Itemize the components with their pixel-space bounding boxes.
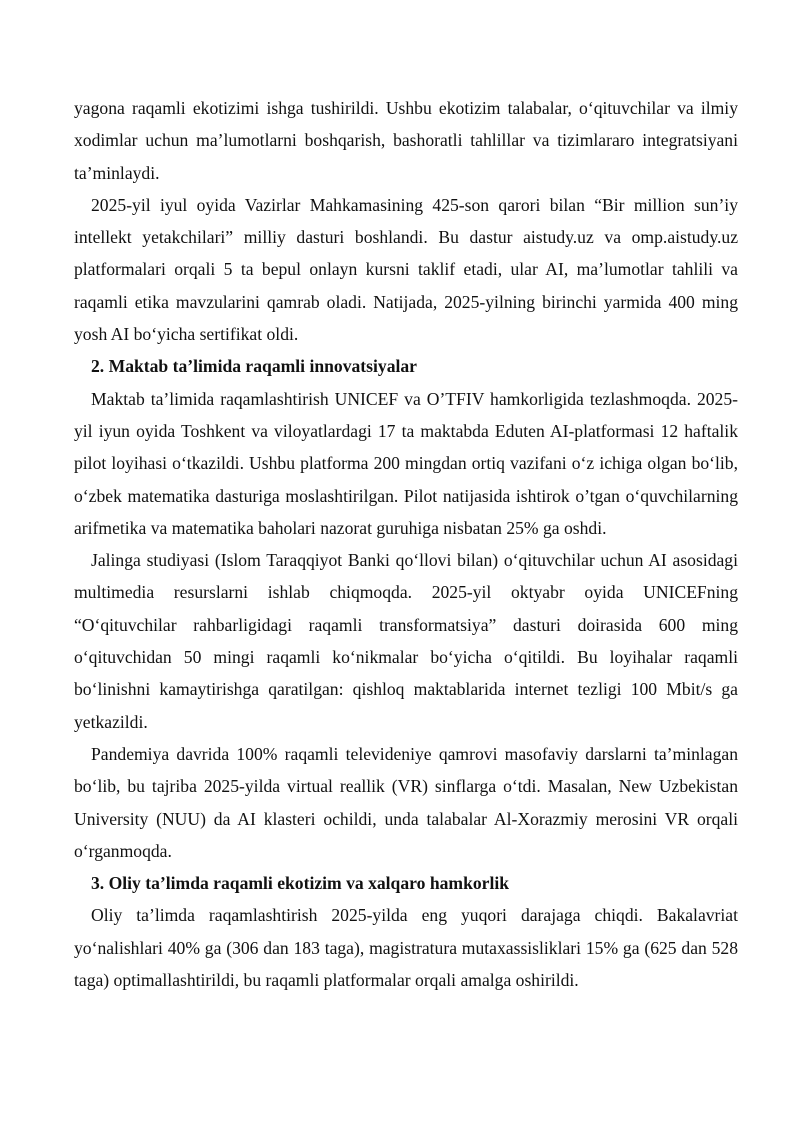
paragraph-jalinga-studio: Jalinga studiyasi (Islom Taraqqiyot Banki qo‘llovi bilan) o‘qituvchilar uchun AI asosidagi multimedia resurslarni ishlab chiqmoqda. 2025-yil oktyabr oyida UNICEFning “O‘qituvchilar rahbarligidagi raqamli transformatsiya” dasturi doirasida 600 ming o‘qituvchidan 50 mingi raqamli ko‘nikmalar bo‘yicha o‘qitildi. Bu loyihalar raqamli bo‘linishni kamaytirishga qaratilgan: qishloq maktablarida internet tezligi 100 Mbit/s ga yetkazildi. <box>74 550 738 732</box>
section-heading-higher-education: 3. Oliy ta’limda raqamli ekotizim va xalqaro hamkorlik <box>91 873 510 894</box>
paragraph-school-digitalization: Maktab ta’limida raqamlashtirish UNICEF va O’TFIV hamkorligida tezlashmoqda. 2025-yil iyun oyida Toshkent va viloyatlardagi 17 ta maktabda Eduten AI-platformasi 12 haftalik pilot loyihasi o‘tkazildi. Ushbu platforma 200 mingdan ortiq vazifani o‘z ichiga olgan bo‘lib, o‘zbek matematika dasturiga moslashtirilgan. Pilot natijasida ishtirok o’tgan o‘quvchilarning arifmetika va matematika baholari nazorat guruhiga nisbatan 25% ga oshdi. <box>74 388 738 538</box>
section-heading-school-education: 2. Maktab ta’limida raqamli innovatsiyalar <box>91 356 417 377</box>
paragraph-higher-education: Oliy ta’limda raqamlashtirish 2025-yilda eng yuqori darajaga chiqdi. Bakalavriat yo‘nalishlari 40% ga (306 dan 183 taga), magistratura mutaxassisliklari 15% ga (625 dan 528 taga) optimallashtirildi, bu raqamli platformalar orqali amalga oshirildi. <box>74 905 738 991</box>
document-page <box>74 92 738 996</box>
paragraph-pandemic-vr: Pandemiya davrida 100% raqamli televideniye qamrovi masofaviy darslarni ta’minlagan bo‘lib, bu tajriba 2025-yilda virtual reallik (VR) sinflarga o‘tdi. Masalan, New Uzbekistan University (NUU) da AI klasteri ochildi, unda talabalar Al-Xorazmiy merosini VR orqali o‘rganmoqda. <box>74 743 738 861</box>
paragraph-continuation: yagona raqamli ekotizimi ishga tushirildi. Ushbu ekotizim talabalar, o‘qituvchilar va ilmiy xodimlar uchun ma’lumotlarni boshqarish, bashoratli tahlillar va tizimlararo integratsiyani ta’minlaydi. <box>74 98 738 183</box>
paragraph-ai-leaders-program: 2025-yil iyul oyida Vazirlar Mahkamasining 425-son qarori bilan “Bir million sun’iy intellekt yetakchilari” milliy dasturi boshlandi. Bu dastur aistudy.uz va omp.aistudy.uz platformalari orqali 5 ta bepul onlayn kursni taklif etadi, ular AI, ma’lumotlar tahlili va raqamli etika mavzularini qamrab oladi. Natijada, 2025-yilning birinchi yarmida 400 ming yosh AI bo‘yicha sertifikat oldi. <box>74 194 738 345</box>
